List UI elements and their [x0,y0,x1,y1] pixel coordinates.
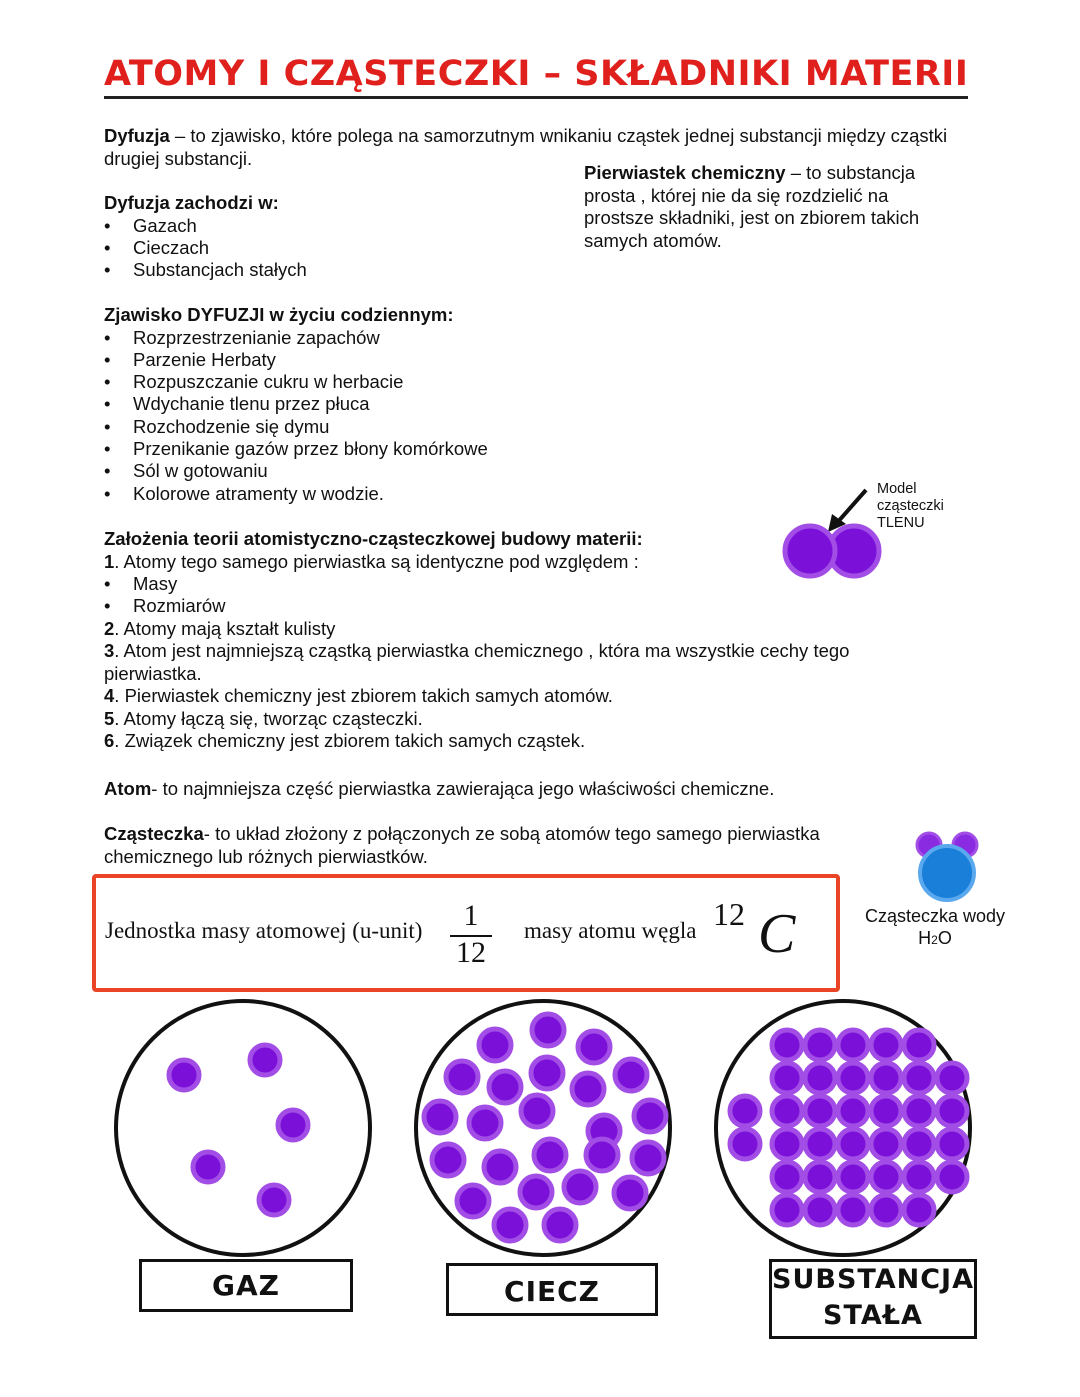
solid-particle [871,1195,901,1225]
liquid-particle [424,1101,456,1133]
solid-particle [871,1096,901,1126]
solid-particle [904,1030,934,1060]
theory-point-2: 2. Atomy mają kształt kulisty [104,617,336,639]
liquid-particle [632,1142,664,1174]
oxygen-label-line: Model [877,481,917,497]
solid-particle [772,1195,802,1225]
list-item: • Kolorowe atramenty w wodzie. [104,483,664,505]
molecule-definition [104,823,894,868]
page-title: ATOMY I CZĄSTECZKI – SKŁADNIKI MATERII [104,52,968,99]
gas-particle [250,1045,280,1075]
liquid-particle [614,1177,646,1209]
element-definition [584,162,954,252]
liquid-particle [532,1014,564,1046]
oxygen-label [877,481,944,532]
liquid-particle [572,1073,604,1105]
solid-particle [838,1030,868,1060]
theory-section [104,528,934,753]
fraction-numerator: 1 [463,899,479,932]
solid-particle [871,1030,901,1060]
solid-particle [805,1195,835,1225]
diffusion-def: – to zjawisko, które polega na samorzutnym wnikaniu cząstek jednej substancji między cząstki drugiej substancji. [104,125,948,169]
amu-text-2: masy atomu węgla [524,918,697,943]
liquid-particle [531,1057,563,1089]
everyday-heading: Zjawisko DYFUZJI w życiu codziennym: [104,304,454,325]
gas-label: GAZ [139,1259,353,1312]
solid-particle [871,1129,901,1159]
solid-particle [805,1096,835,1126]
atom-def: - to najmniejsza część pierwiastka zawierająca jego właściwości chemiczne. [151,778,775,799]
liquid-particle [479,1029,511,1061]
atom-term: Atom [104,778,152,799]
liquid-particle [634,1100,666,1132]
solid-label-line1: SUBSTANCJA [772,1264,974,1295]
solid-particle [838,1063,868,1093]
list-item: • Rozmiarów [104,595,934,617]
oxygen-label-line: cząsteczki [877,498,944,514]
solid-label-line2: STAŁA [823,1300,923,1331]
liquid-particle [578,1031,610,1063]
water-formula: H2O [918,928,952,948]
solid-particle [838,1129,868,1159]
liquid-particle [432,1144,464,1176]
solid-particle [937,1096,967,1126]
liquid-particle [586,1139,618,1171]
solid-particle [772,1030,802,1060]
water-label-name: Cząsteczka wody [864,906,1006,926]
oxygen-label-line: TLENU [877,515,925,531]
solid-particle [937,1063,967,1093]
solid-particle [805,1129,835,1159]
list-item: • Rozchodzenie się dymu [104,416,664,438]
carbon-symbol: C [758,903,796,965]
states-of-matter-diagram [0,995,1080,1265]
solid-particle [937,1129,967,1159]
list-item: • Substancjach stałych [104,259,524,281]
solid-particle [772,1129,802,1159]
everyday-list [104,327,664,505]
list-item: • Parzenie Herbaty [104,349,664,371]
theory-heading: Założenia teorii atomistyczno-cząsteczkowej budowy materii: [104,528,643,549]
liquid-particle [457,1185,489,1217]
list-item: • Rozpuszczanie cukru w herbacie [104,371,664,393]
list-item: • Przenikanie gazów przez błony komórkowe [104,438,664,460]
liquid-particle [564,1171,596,1203]
gas-container [116,1001,370,1255]
liquid-particle [544,1209,576,1241]
list-item: • Cieczach [104,237,524,259]
diffusion-where-list [104,215,524,282]
solid-label [769,1259,977,1339]
liquid-particle [494,1209,526,1241]
solid-particle [805,1063,835,1093]
list-item: • Wdychanie tlenu przez płuca [104,393,664,415]
water-label [852,905,1018,951]
solid-particle [772,1162,802,1192]
solid-particle [904,1129,934,1159]
theory-point-1: 1. Atomy tego samego pierwiastka są identyczne pod względem : [104,550,639,572]
solid-particle [904,1063,934,1093]
list-item: • Rozprzestrzenianie zapachów [104,327,664,349]
diffusion-where-section [104,192,524,281]
solid-particle [772,1096,802,1126]
diffusion-where-heading: Dyfuzja zachodzi w: [104,192,279,213]
liquid-particle [615,1059,647,1091]
liquid-particle [446,1061,478,1093]
list-item: • Gazach [104,215,524,237]
gas-particle [193,1152,223,1182]
theory-point-6: 6. Związek chemiczny jest zbiorem takich samych cząstek. [104,730,586,752]
theory-point-5: 5. Atomy łączą się, tworząc cząsteczki. [104,707,423,729]
solid-particle [937,1162,967,1192]
solid-particle [805,1030,835,1060]
theory-point-1-list [104,573,934,618]
solid-particle [772,1063,802,1093]
water-molecule-diagram [905,828,985,904]
list-item: • Sól w gotowaniu [104,460,664,482]
molecule-term: Cząsteczka [104,823,204,844]
solid-particle [904,1096,934,1126]
solid-particle [871,1063,901,1093]
solid-particle [730,1129,760,1159]
solid-particle [904,1162,934,1192]
molecule-def: - to układ złożony z połączonych ze sobą atomów tego samego pierwiastka chemicznego lub różnych pierwiastków. [104,823,820,867]
liquid-particle [484,1151,516,1183]
liquid-particle [520,1176,552,1208]
solid-particle [904,1195,934,1225]
solid-particle [838,1195,868,1225]
amu-fraction [448,900,494,969]
element-def: – to substancja prosta , której nie da się rozdzielić na prostsze składniki, jest on zbiorem takich samych atomów. [584,162,920,251]
liquid-particle [469,1107,501,1139]
everyday-diffusion-section [104,304,664,505]
element-term: Pierwiastek chemiczny [584,162,786,183]
fraction-denominator: 12 [456,936,486,969]
solid-particle [838,1096,868,1126]
oxygen-atom [920,846,974,900]
theory-point-3: 3. Atom jest najmniejszą cząstką pierwiastka chemicznego , która ma wszystkie cechy tego pierwiastka. [104,640,850,684]
gas-particle [259,1185,289,1215]
list-item: • Masy [104,573,934,595]
amu-text: Jednostka masy atomowej (u-unit) [105,918,423,943]
carbon-mass-number: 12 [713,896,745,932]
diffusion-term: Dyfuzja [104,125,170,146]
gas-particle [278,1110,308,1140]
liquid-particle [521,1095,553,1127]
solid-particle [838,1162,868,1192]
solid-particle [871,1162,901,1192]
gas-particle [169,1060,199,1090]
arrow-line [836,490,866,524]
solid-particle [730,1096,760,1126]
liquid-particle [534,1139,566,1171]
theory-point-4: 4. Pierwiastek chemiczny jest zbiorem takich samych atomów. [104,685,613,707]
solid-particle [805,1162,835,1192]
liquid-particle [489,1071,521,1103]
atom-definition [104,778,954,801]
liquid-label: CIECZ [446,1263,658,1316]
